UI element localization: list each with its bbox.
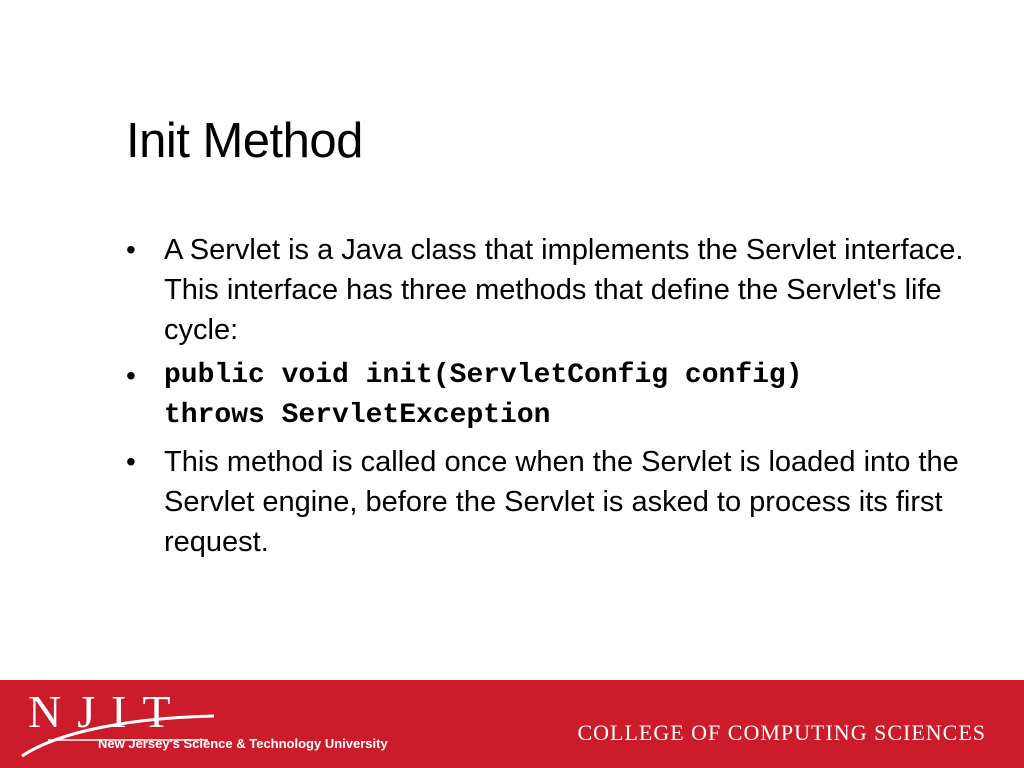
college-name: COLLEGE OF COMPUTING SCIENCES bbox=[577, 720, 986, 745]
bullet-list bbox=[126, 230, 986, 562]
slide-title: Init Method bbox=[126, 114, 363, 168]
njit-logo bbox=[18, 680, 388, 768]
bullet-item-code bbox=[126, 356, 986, 436]
code-signature: public void init(ServletConfig config) throws ServletException bbox=[164, 360, 803, 431]
bullet-marker: • bbox=[126, 234, 136, 265]
logo-letters: NJIT bbox=[28, 686, 187, 737]
bullet-item bbox=[126, 442, 986, 562]
bullet-marker: • bbox=[126, 360, 136, 391]
footer-bar bbox=[0, 680, 1024, 768]
bullet-text: This method is called once when the Servlet is loaded into the Servlet engine, before the Servlet is asked to process its first request. bbox=[164, 446, 959, 558]
logo-tagline: New Jersey's Science & Technology University bbox=[98, 736, 388, 751]
bullet-text: A Servlet is a Java class that implements the Servlet interface. This interface has three methods that define the Servlet's life cycle: bbox=[164, 234, 964, 346]
bullet-marker: • bbox=[126, 446, 136, 477]
bullet-item bbox=[126, 230, 986, 350]
